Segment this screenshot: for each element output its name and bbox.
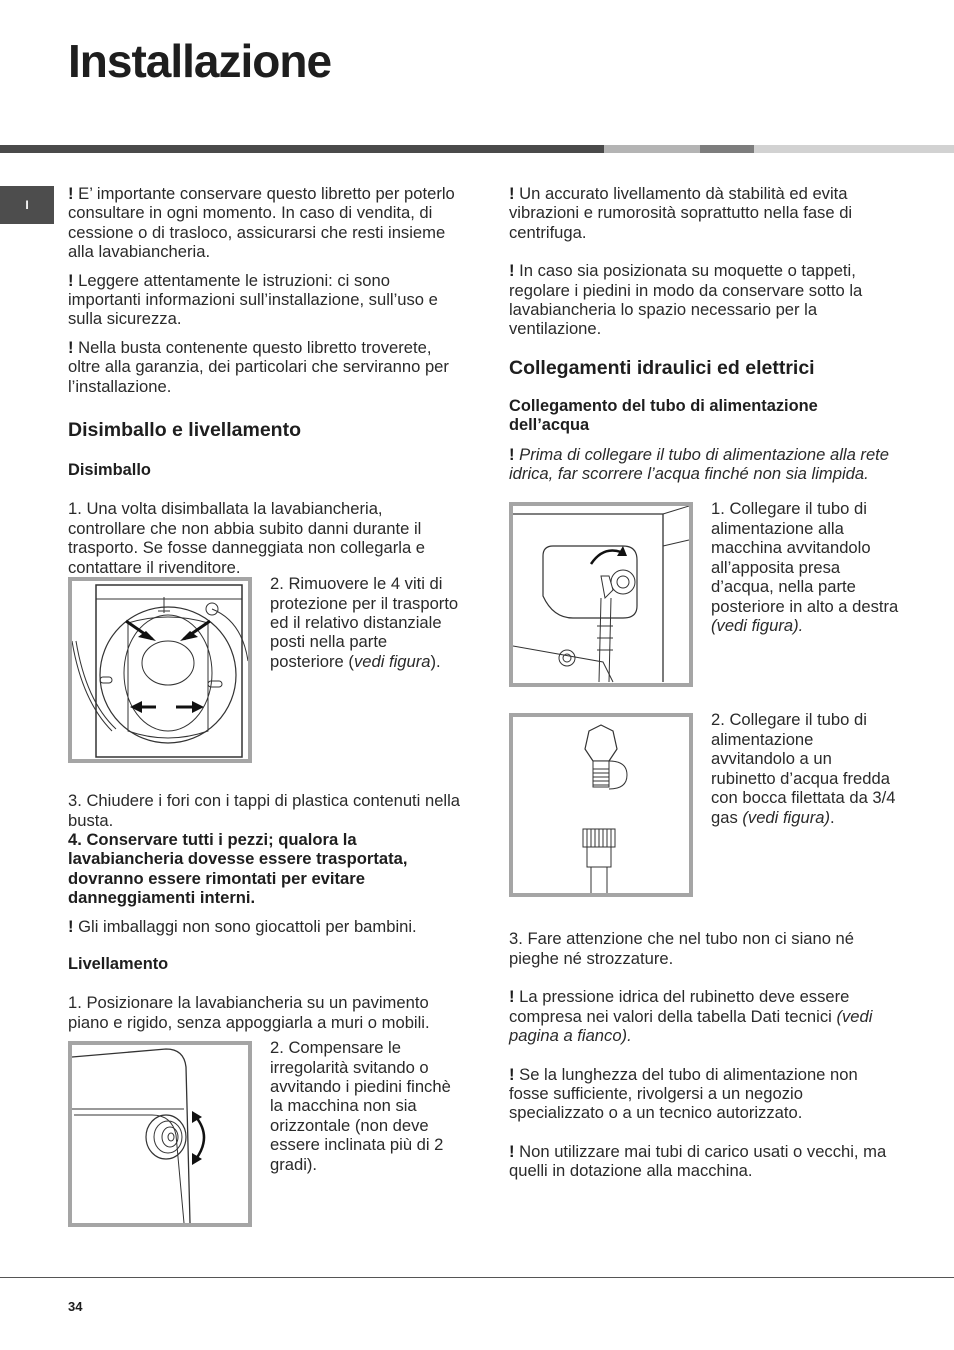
figure-tap-connection (509, 713, 693, 897)
figure-machine-inlet (509, 502, 693, 687)
figure-leveling-foot (68, 1041, 252, 1227)
intro-paragraph: ! E’ importante conservare questo libretto per poterlo consultare in ogni momento. In caso di vendita, di cessione o di trasloco, assicurarsi che resti insieme alla lavabiancheria. (68, 184, 455, 262)
washer-rear-illustration (72, 581, 248, 759)
carpet-note: ! In caso sia posizionata su moquette o tappeti, regolare i piedini in modo da conservare sotto la lavabiancheria lo spazio necessario per la ventilazione. (509, 261, 863, 339)
page-number: 34 (68, 1299, 83, 1314)
connect-step-1: 1. Collegare il tubo di alimentazione alla macchina avvitandolo all’apposita presa d’acqua, nella parte posteriore in alto a destra (vedi figura). (711, 499, 899, 635)
leveling-note: ! Un accurato livellamento dà stabilità ed evita vibrazioni e rumorosità soprattutto nella fase di centrifuga. (509, 184, 853, 242)
livellamento-step-2: 2. Compensare le irregolarità svitando o avvitando i piedini finchè la macchina non sia orizzontale (non deve essere inclinata più di 2 gradi). (270, 1038, 451, 1174)
section-heading-collegamenti: Collegamenti idraulici ed elettrici (509, 356, 815, 379)
subheading-livellamento: Livellamento (68, 954, 169, 973)
flush-water-warning: ! Prima di collegare il tubo di alimentazione alla rete idrica, far scorrere l’acqua finché non sia limpida. (509, 444, 890, 484)
page-title: Installazione (68, 35, 332, 87)
bar-segment-mid (604, 145, 700, 153)
figure-row-leveling (68, 1038, 464, 1227)
bar-segment-light (754, 145, 954, 153)
disimballo-step-4: 4. Conservare tutti i pezzi; qualora la lavabiancheria dovesse essere trasportata, dovranno essere rimontati per evitare danneggiamenti interni. (68, 829, 408, 908)
figure-row-rear-screws (68, 574, 464, 763)
figure-row-machine-inlet (509, 499, 899, 687)
machine-inlet-illustration (513, 506, 689, 683)
packaging-warning: ! Gli imballaggi non sono giocattoli per bambini. (68, 916, 417, 936)
subheading-tubo-alimentazione: Collegamento del tubo di alimentazione dell’acqua (509, 396, 818, 435)
leveling-foot-illustration (72, 1045, 248, 1223)
intro-paragraph: ! Nella busta contenente questo libretto troverete, oltre alla garanzia, dei particolari che serviranno per l’installazione. (68, 337, 449, 396)
pressure-note: ! La pressione idrica del rubinetto deve essere compresa nei valori della tabella Dati tecnici (vedi pagina a fianco). (509, 987, 873, 1046)
disimballo-step-1: 1. Una volta disimballata la lavabiancheria, controllare che non abbia subito danni durante il trasporto. Se fosse danneggiata non collegarla e contattare il rivenditore. (68, 499, 426, 577)
figure-rear-screws (68, 577, 252, 763)
bar-segment-gray (700, 145, 754, 153)
header-color-bar (0, 145, 954, 153)
language-tab: I (0, 186, 54, 224)
subheading-disimballo: Disimballo (68, 461, 151, 480)
connect-step-2: 2. Collegare il tubo di alimentazione avvitandolo a un rubinetto d’acqua fredda con bocca filettata da 3/4 gas (vedi figura). (711, 710, 896, 827)
disimballo-step-2: 2. Rimuovere le 4 viti di protezione per il trasporto ed il relativo distanziale posti nella parte posteriore (vedi figura). (270, 574, 459, 671)
right-column (509, 184, 899, 1181)
hose-reuse-note: ! Non utilizzare mai tubi di carico usati o vecchi, ma quelli in dotazione alla macchina. (509, 1141, 887, 1181)
livellamento-step-1: 1. Posizionare la lavabiancheria su un pavimento piano e rigido, senza appoggiarla a muri o mobili. (68, 993, 430, 1032)
figure-row-tap (509, 710, 899, 897)
connect-step-3: 3. Fare attenzione che nel tubo non ci siano né pieghe né strozzature. (509, 929, 855, 968)
bar-segment-dark (0, 145, 604, 153)
tap-connection-illustration (513, 717, 689, 893)
left-column (68, 184, 464, 1227)
hose-length-note: ! Se la lunghezza del tubo di alimentazione non fosse sufficiente, rivolgersi a un negozio specializzato o a un tecnico autorizzato. (509, 1064, 858, 1123)
footer-rule (0, 1277, 954, 1278)
intro-paragraph: ! Leggere attentamente le istruzioni: ci sono importanti informazioni sull’installazione, sull’uso e sulla sicurezza. (68, 270, 438, 329)
disimballo-step-3: 3. Chiudere i fori con i tappi di plastica contenuti nella busta. (68, 791, 461, 830)
section-heading-disimballo-livellamento: Disimballo e livellamento (68, 419, 301, 442)
